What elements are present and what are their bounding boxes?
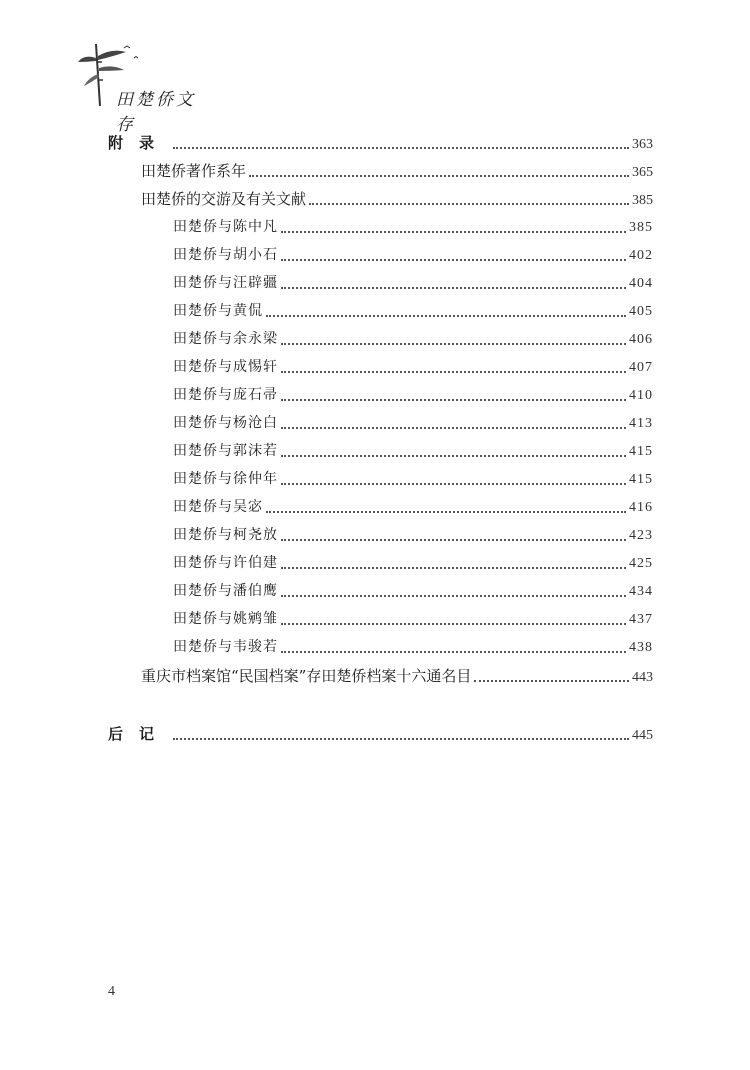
toc-label: 田楚侨与姚鹓雏 <box>173 611 278 627</box>
toc-page-number: 406 <box>629 332 653 347</box>
toc-subentry[interactable] <box>173 328 653 350</box>
toc-subentry[interactable] <box>173 384 653 406</box>
toc-entry[interactable] <box>141 188 653 210</box>
book-title: 田楚侨文存 <box>116 90 196 135</box>
leader-dots <box>281 357 626 373</box>
running-header <box>78 38 208 135</box>
toc-label: 田楚侨与胡小石 <box>173 247 278 263</box>
toc-label: 田楚侨与徐仲年 <box>173 471 278 487</box>
leader-dots <box>173 724 629 740</box>
leader-dots <box>281 413 626 429</box>
leader-dots <box>474 666 629 682</box>
toc-entry-appendix[interactable] <box>108 132 653 154</box>
toc-page-number: 407 <box>629 360 653 375</box>
toc-subentry[interactable] <box>173 580 653 602</box>
toc-subentry[interactable] <box>173 412 653 434</box>
toc-page-number: 415 <box>629 472 653 487</box>
toc-page-number: 405 <box>629 304 653 319</box>
toc-subentry[interactable] <box>173 496 653 518</box>
toc-label: 田楚侨与郭沫若 <box>173 443 278 459</box>
toc-entry[interactable] <box>141 160 653 182</box>
leader-dots <box>173 133 629 149</box>
leader-dots <box>281 273 626 289</box>
toc-subentry[interactable] <box>173 244 653 266</box>
toc-page-number: 445 <box>632 728 653 743</box>
leader-dots <box>281 637 626 653</box>
toc-subentry[interactable] <box>173 300 653 322</box>
toc-label: 重庆市档案馆“民国档案”存田楚侨档案十六通名目 <box>141 667 472 685</box>
page-number: 4 <box>108 984 115 999</box>
toc-label: 田楚侨与汪辟疆 <box>173 275 278 291</box>
toc-label: 田楚侨与陈中凡 <box>173 219 278 235</box>
leader-dots <box>266 497 626 513</box>
toc-subentry[interactable] <box>173 468 653 490</box>
toc-page-number: 363 <box>632 137 653 152</box>
toc-page-number: 423 <box>629 528 653 543</box>
toc-subentry[interactable] <box>173 356 653 378</box>
toc-page-number: 365 <box>632 165 653 180</box>
leader-dots <box>281 525 626 541</box>
toc-page-number: 385 <box>632 193 653 208</box>
leader-dots <box>281 581 626 597</box>
toc-page-number: 437 <box>629 612 653 627</box>
toc-page-number: 438 <box>629 640 653 655</box>
toc-subentry[interactable] <box>173 440 653 462</box>
toc-page-number: 415 <box>629 444 653 459</box>
toc-subentry[interactable] <box>173 216 653 238</box>
toc-label: 田楚侨与许伯建 <box>173 555 278 571</box>
leader-dots <box>249 161 629 177</box>
toc-label: 田楚侨与余永梁 <box>173 331 278 347</box>
leader-dots <box>309 189 629 205</box>
leader-dots <box>266 301 626 317</box>
toc-label: 田楚侨与潘伯鹰 <box>173 583 278 599</box>
toc-page-number: 410 <box>629 388 653 403</box>
leader-dots <box>281 553 626 569</box>
leader-dots <box>281 469 626 485</box>
toc-label: 田楚侨著作系年 <box>141 162 247 180</box>
toc-label: 附录 <box>108 134 171 152</box>
toc-page-number: 385 <box>629 220 653 235</box>
leader-dots <box>281 217 626 233</box>
leader-dots <box>281 385 626 401</box>
toc-label: 田楚侨与杨沧白 <box>173 415 278 431</box>
toc-page-number: 425 <box>629 556 653 571</box>
toc-subentry[interactable] <box>173 552 653 574</box>
leader-dots <box>281 609 626 625</box>
leader-dots <box>281 245 626 261</box>
toc-page-number: 404 <box>629 276 653 291</box>
toc-subentry[interactable] <box>173 636 653 658</box>
toc-page-number: 413 <box>629 416 653 431</box>
toc-entry-afterword[interactable] <box>108 723 653 745</box>
toc-subentry[interactable] <box>173 608 653 630</box>
toc-label: 田楚侨与吴宓 <box>173 499 263 515</box>
toc-page-number: 402 <box>629 248 653 263</box>
toc-entry-archive[interactable] <box>141 665 653 687</box>
toc-subentry[interactable] <box>173 524 653 546</box>
toc-label: 田楚侨与庞石帚 <box>173 387 278 403</box>
toc-page-number: 434 <box>629 584 653 599</box>
toc-label: 田楚侨与黄侃 <box>173 303 263 319</box>
toc-label: 田楚侨与韦骏若 <box>173 639 278 655</box>
leader-dots <box>281 329 626 345</box>
toc-page-number: 443 <box>632 670 653 685</box>
leader-dots <box>281 441 626 457</box>
toc-label: 田楚侨与成惕轩 <box>173 359 278 375</box>
toc-label: 后记 <box>108 725 171 743</box>
toc-label: 田楚侨与柯尧放 <box>173 527 278 543</box>
toc-label: 田楚侨的交游及有关文献 <box>141 190 307 208</box>
toc-page-number: 416 <box>629 500 653 515</box>
toc-subentry[interactable] <box>173 272 653 294</box>
